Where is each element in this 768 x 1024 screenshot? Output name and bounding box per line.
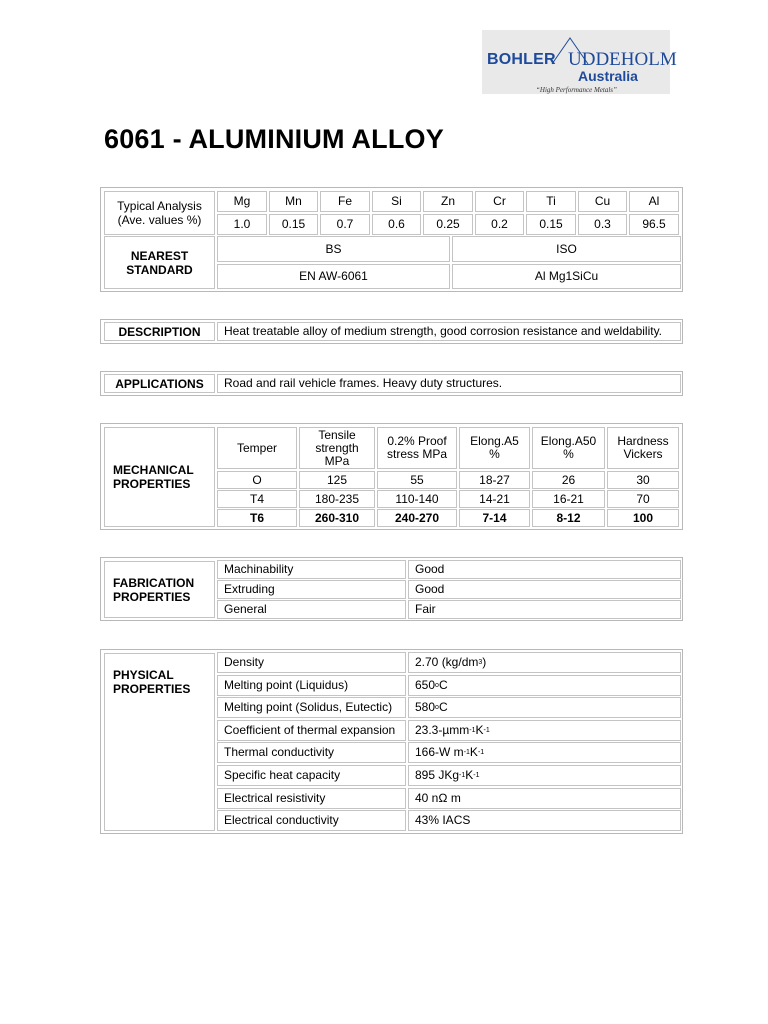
physical-label: PHYSICAL PROPERTIES [104, 653, 215, 831]
logo-brand-uddeholm: UDDEHOLM [568, 49, 677, 70]
standard-value-iso: Al Mg1SiCu [452, 264, 681, 289]
fabrication-section [100, 557, 683, 621]
phys-value-part-v2: K [469, 745, 478, 759]
applications-text: Road and rail vehicle frames. Heavy duty structures. [217, 374, 681, 393]
mech-row-0-cell-5: 30 [607, 471, 679, 489]
analysis-value-2: 0.7 [320, 214, 370, 235]
analysis-element-8: Al [629, 191, 679, 212]
phys-row-2-value: 580 o C [408, 697, 681, 718]
phys-value-part-v1: 580 [415, 700, 436, 714]
phys-value-part-v2: K [465, 768, 474, 782]
mech-row-2-cell-1: 260-310 [299, 509, 375, 527]
analysis-element-0: Mg [217, 191, 267, 212]
mech-row-1-cell-4: 16-21 [532, 490, 605, 508]
phys-row-3-value: 23.3-µmm -1 K -1 [408, 720, 681, 741]
mech-row-0-cell-3: 18-27 [459, 471, 530, 489]
phys-row-2-name: Melting point (Solidus, Eutectic) [217, 697, 406, 718]
phys-row-6-name: Electrical resistivity [217, 788, 406, 809]
phys-row-5-value: 895 JKg -1 K -1 [408, 765, 681, 786]
fab-row-2-name: General [217, 600, 406, 619]
analysis-value-8: 96.5 [629, 214, 679, 235]
applications-label: APPLICATIONS [104, 374, 215, 393]
logo-tagline: “High Performance Metals” [536, 86, 617, 94]
phys-row-1-value: 650 o C [408, 675, 681, 696]
analysis-element-1: Mn [269, 191, 318, 212]
mech-row-0-cell-4: 26 [532, 471, 605, 489]
fab-row-1-value: Good [408, 580, 681, 599]
phys-value-part-v2: C [438, 678, 448, 692]
mech-row-1-cell-3: 14-21 [459, 490, 530, 508]
mech-row-2-cell-4: 8-12 [532, 509, 605, 527]
phys-row-4-value: 166-W m -1 K -1 [408, 742, 681, 763]
standard-header-iso: ISO [452, 236, 681, 262]
analysis-value-6: 0.15 [526, 214, 576, 235]
analysis-value-3: 0.6 [372, 214, 421, 235]
analysis-element-3: Si [372, 191, 421, 212]
mech-col-header-2: 0.2% Proof stress MPa [377, 427, 457, 469]
company-logo [482, 30, 677, 94]
mech-row-1-cell-2: 110-140 [377, 490, 457, 508]
standard-label: NEAREST STANDARD [104, 236, 215, 289]
standard-value-bs: EN AW-6061 [217, 264, 450, 289]
analysis-value-1: 0.15 [269, 214, 318, 235]
analysis-element-5: Cr [475, 191, 524, 212]
mech-row-1-cell-1: 180-235 [299, 490, 375, 508]
phys-value-part-v1: 166-W m [415, 745, 464, 759]
description-section [100, 319, 683, 344]
mech-row-2-cell-2: 240-270 [377, 509, 457, 527]
analysis-section [100, 187, 683, 292]
standard-header-bs: BS [217, 236, 450, 262]
phys-value-part-v1: 40 nΩ m [415, 791, 461, 805]
mech-row-0-cell-1: 125 [299, 471, 375, 489]
mech-row-1-cell-0: T4 [217, 490, 297, 508]
phys-row-5-name: Specific heat capacity [217, 765, 406, 786]
phys-value-part-v1: 43% IACS [415, 813, 471, 827]
mech-row-2-cell-5: 100 [607, 509, 679, 527]
mech-row-2-cell-0: T6 [217, 509, 297, 527]
phys-row-7-value [408, 810, 681, 831]
logo-brand-region: Australia [578, 68, 638, 84]
mechanical-section [100, 423, 683, 530]
description-text: Heat treatable alloy of medium strength, good corrosion resistance and weldability. [217, 322, 681, 341]
analysis-value-0: 1.0 [217, 214, 267, 235]
logo-brand-bohler: BOHLER [487, 51, 556, 68]
mech-col-header-1: Tensile strength MPa [299, 427, 375, 469]
fab-row-1-name: Extruding [217, 580, 406, 599]
phys-row-7-name: Electrical conductivity [217, 810, 406, 831]
mech-row-2-cell-3: 7-14 [459, 509, 530, 527]
phys-value-part-v2: ) [482, 655, 487, 669]
analysis-element-6: Ti [526, 191, 576, 212]
phys-value-part-v1: 2.70 (kg/dm [415, 655, 479, 669]
phys-value-part-v1: 895 JKg [415, 768, 460, 782]
page-title: 6061 - ALUMINIUM ALLOY [104, 124, 444, 154]
applications-section [100, 371, 683, 396]
phys-row-0-value: 2.70 (kg/dm 3 ) [408, 652, 681, 673]
phys-value-part-v1: 23.3-µmm [415, 723, 470, 737]
phys-value-part-v1: 650 [415, 678, 436, 692]
analysis-label: Typical Analysis (Ave. values %) [104, 191, 215, 235]
mech-row-1-cell-5: 70 [607, 490, 679, 508]
phys-row-0-name: Density [217, 652, 406, 673]
phys-row-1-name: Melting point (Liquidus) [217, 675, 406, 696]
analysis-element-4: Zn [423, 191, 473, 212]
phys-row-6-value [408, 788, 681, 809]
analysis-value-4: 0.25 [423, 214, 473, 235]
analysis-value-7: 0.3 [578, 214, 627, 235]
fab-row-2-value: Fair [408, 600, 681, 619]
mech-col-header-4: Elong.A50 % [532, 427, 605, 469]
phys-row-4-name: Thermal conductivity [217, 742, 406, 763]
mech-row-0-cell-0: O [217, 471, 297, 489]
mechanical-label: MECHANICAL PROPERTIES [104, 427, 215, 527]
mech-row-0-cell-2: 55 [377, 471, 457, 489]
physical-section [100, 649, 683, 834]
analysis-element-2: Fe [320, 191, 370, 212]
mech-col-header-5: Hardness Vickers [607, 427, 679, 469]
phys-row-3-name: Coefficient of thermal expansion [217, 720, 406, 741]
mech-col-header-0: Temper [217, 427, 297, 469]
phys-value-part-v2: C [438, 700, 448, 714]
analysis-element-7: Cu [578, 191, 627, 212]
fabrication-label: FABRICATION PROPERTIES [104, 561, 215, 618]
mech-col-header-3: Elong.A5 % [459, 427, 530, 469]
analysis-value-5: 0.2 [475, 214, 524, 235]
phys-value-part-v2: K [475, 723, 484, 737]
description-label: DESCRIPTION [104, 322, 215, 341]
fab-row-0-name: Machinability [217, 560, 406, 579]
fab-row-0-value: Good [408, 560, 681, 579]
